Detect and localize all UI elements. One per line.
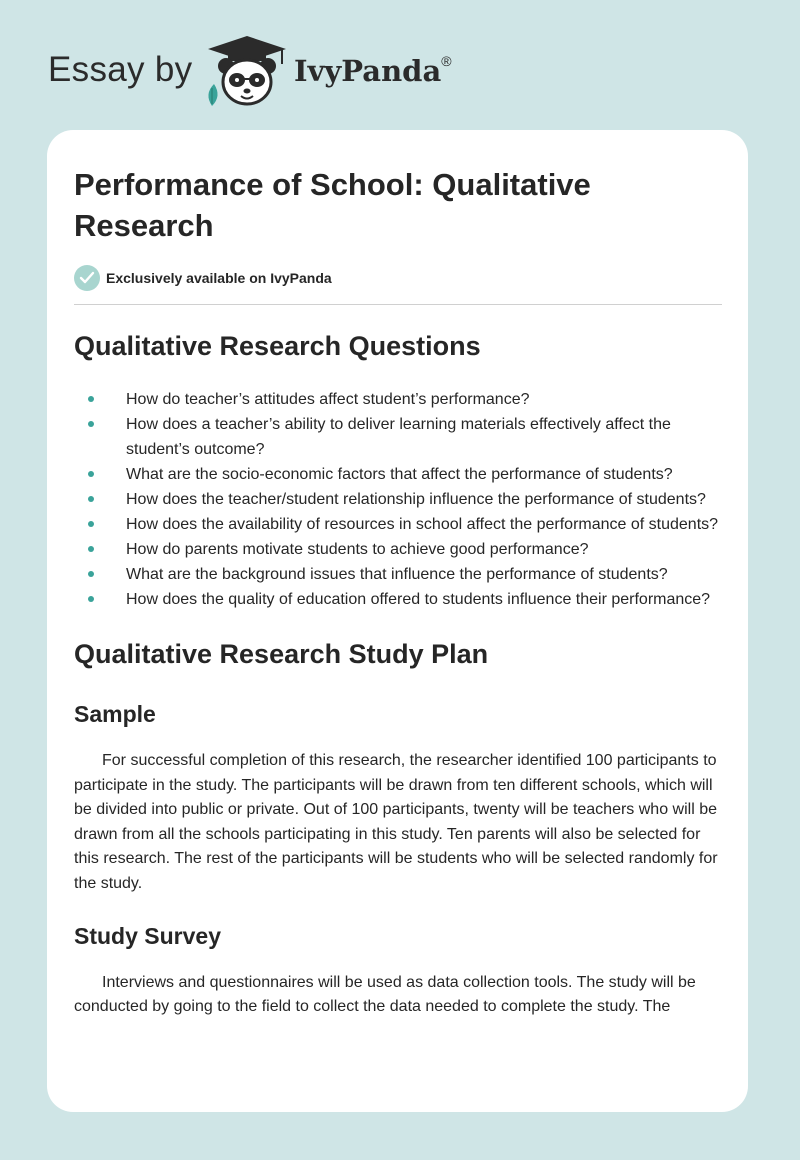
divider (74, 304, 722, 305)
list-item: What are the background issues that influence the performance of students? (74, 562, 724, 587)
exclusive-badge (74, 264, 724, 292)
bullet-icon (88, 396, 94, 402)
section-heading-study-plan: Qualitative Research Study Plan (74, 639, 489, 669)
brand-name[interactable]: IvyPanda® (294, 53, 452, 88)
essay-by-label: Essay by (48, 50, 193, 89)
list-item: How do teacher’s attitudes affect student’s performance? (74, 387, 724, 412)
list-item: How does the teacher/student relationship influence the performance of students? (74, 487, 724, 512)
registered-mark: ® (441, 53, 452, 70)
exclusive-label: Exclusively available on IvyPanda (106, 270, 332, 286)
article-card (47, 130, 748, 1112)
subheading-sample: Sample (74, 701, 156, 727)
page-title: Performance of School: Qualitative Research (74, 167, 591, 243)
sample-paragraph: For successful completion of this research, the researcher identified 100 participants to participate in the study. The participants will be drawn from ten different schools, which will be divided into public or private. Out of 100 participants, twenty will be teachers who will be drawn from all the schools participating in this study. Ten parents will also be selected for this research. The rest of the participants will be students who will be selected randomly for the study. (74, 752, 718, 892)
panda-graduate-logo-icon[interactable] (202, 34, 292, 110)
bullet-icon (88, 496, 94, 502)
bullet-icon (88, 421, 94, 427)
list-item: How does the availability of resources in school affect the performance of students? (74, 512, 724, 537)
site-header (48, 30, 748, 120)
bullet-icon (88, 521, 94, 527)
list-item: How does a teacher’s ability to deliver learning materials effectively affect the student’s outcome? (74, 412, 724, 462)
check-icon (74, 265, 100, 291)
bullet-icon (88, 471, 94, 477)
bullet-icon (88, 571, 94, 577)
section-heading-questions: Qualitative Research Questions (74, 331, 481, 361)
questions-list (74, 387, 724, 612)
subheading-study-survey: Study Survey (74, 922, 221, 949)
bullet-icon (88, 546, 94, 552)
list-item: What are the socio-economic factors that affect the performance of students? (74, 462, 724, 487)
list-item: How do parents motivate students to achieve good performance? (74, 537, 724, 562)
survey-paragraph: Interviews and questionnaires will be used as data collection tools. The study will be conducted by going to the field to collect the data needed to complete the study. The (74, 973, 696, 1016)
article-content (74, 164, 724, 1020)
bullet-icon (88, 596, 94, 602)
list-item: How does the quality of education offered to students influence their performance? (74, 587, 724, 612)
